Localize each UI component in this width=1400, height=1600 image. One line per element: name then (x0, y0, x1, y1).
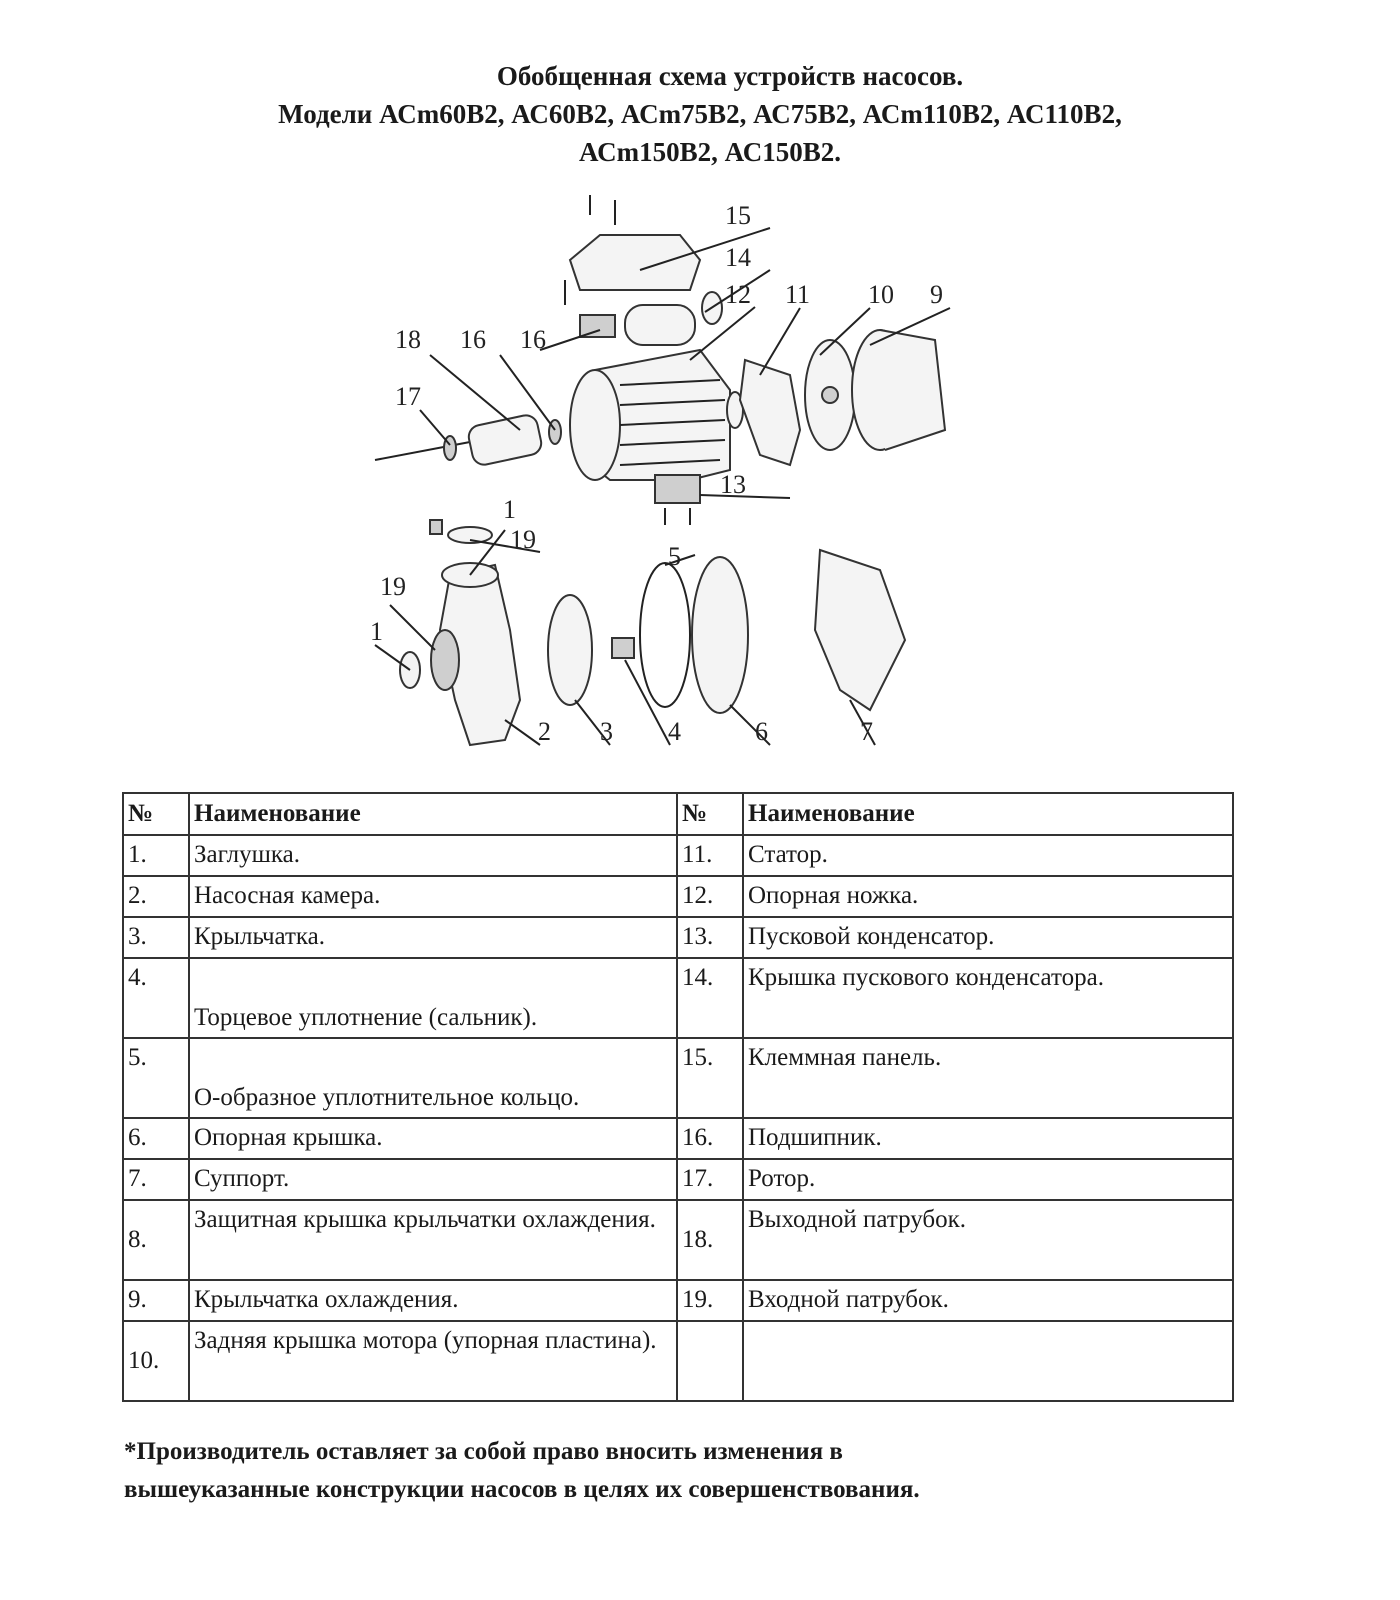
cooling-fan-part (805, 340, 855, 450)
row-name: Защитная крышка крыльчатки охлаждения. (189, 1200, 677, 1280)
row-num: 18. (677, 1200, 743, 1280)
row-num: 4. (123, 958, 189, 1038)
callout-14: 15 (725, 201, 751, 230)
callout-9: 10 (868, 280, 894, 309)
callout-15: 16 (520, 325, 546, 354)
title-line-3: АСm150B2, АС150B2. (578, 137, 842, 167)
callout-2: 2 (538, 717, 551, 746)
callout-1: 1 (370, 617, 383, 646)
row-name: Суппорт. (189, 1159, 677, 1200)
table-row (123, 1038, 1233, 1118)
row-name: О-образное уплотнительное кольцо. (189, 1038, 677, 1118)
row-name (743, 1321, 1233, 1401)
row-num: 5. (123, 1038, 189, 1118)
table-row (123, 958, 1233, 1038)
manufacturer-note (124, 1433, 1274, 1509)
title-line-1: Обобщенная схема устройств насосов. (496, 61, 964, 91)
exploded-pump-diagram (0, 180, 1400, 780)
row-num: 17. (677, 1159, 743, 1200)
table-row (123, 1118, 1233, 1159)
table-header-row (123, 793, 1233, 835)
row-num: 2. (123, 876, 189, 917)
callout-3: 3 (600, 717, 613, 746)
callout-16-top: 16 (460, 325, 486, 354)
row-name: Насосная камера. (189, 876, 677, 917)
note-line-1: *Производитель оставляет за собой право вносить изменения в (124, 1438, 843, 1465)
row-num: 15. (677, 1038, 743, 1118)
capacitor-part (625, 292, 722, 345)
o-ring-part (640, 563, 690, 707)
support-cover-part (692, 557, 748, 713)
header-name-2: Наименование (743, 793, 1233, 835)
row-name: Входной патрубок. (743, 1280, 1233, 1321)
capacitor-cover-part (570, 195, 700, 290)
row-num: 10. (123, 1321, 189, 1401)
row-num: 12. (677, 876, 743, 917)
callout-11: 12 (725, 280, 751, 309)
rotor-shaft-part (375, 413, 561, 467)
callout-13: 14 (725, 243, 751, 272)
stator-housing-part (570, 350, 743, 480)
title-line-2: Модели АСm60B2, АС60B2, АСm75B2, АС75B2, АСm110B2, АС110B2, (278, 99, 1122, 129)
row-name: Клеммная панель. (743, 1038, 1233, 1118)
table-row (123, 1280, 1233, 1321)
note-line-2: вышеуказанные конструкции насосов в целях их совершенствования. (124, 1476, 920, 1503)
header-name-1: Наименование (189, 793, 677, 835)
row-num: 9. (123, 1280, 189, 1321)
rear-motor-cover-part (740, 360, 800, 465)
row-num: 7. (123, 1159, 189, 1200)
callout-5: 5 (668, 542, 681, 571)
row-name: Ротор. (743, 1159, 1233, 1200)
callout-4: 4 (668, 717, 681, 746)
callout-1-top: 1 (503, 495, 516, 524)
callout-19: 19 (380, 572, 406, 601)
callout-17: 18 (395, 325, 421, 354)
row-name: Заглушка. (189, 835, 677, 876)
row-name: Подшипник. (743, 1118, 1233, 1159)
row-name: Крыльчатка. (189, 917, 677, 958)
header-num-2: № (677, 793, 743, 835)
callout-12: 13 (720, 470, 746, 499)
row-name: Задняя крышка мотора (упорная пластина). (189, 1321, 677, 1401)
row-name: Статор. (743, 835, 1233, 876)
callout-8: 9 (930, 280, 943, 309)
callout-16: 17 (395, 382, 421, 411)
row-num: 16. (677, 1118, 743, 1159)
support-leg-part (655, 475, 700, 503)
row-name: Крышка пускового конденсатора. (743, 958, 1233, 1038)
mechanical-seal-part (612, 638, 634, 658)
row-num: 8. (123, 1200, 189, 1280)
row-name: Крыльчатка охлаждения. (189, 1280, 677, 1321)
row-num: 13. (677, 917, 743, 958)
table-row (123, 835, 1233, 876)
bracket-part (815, 550, 905, 710)
table-row (123, 1200, 1233, 1280)
callout-6: 6 (755, 717, 768, 746)
row-name: Опорная ножка. (743, 876, 1233, 917)
table-row (123, 1159, 1233, 1200)
table-row (123, 917, 1233, 958)
row-num: 14. (677, 958, 743, 1038)
row-num: 19. (677, 1280, 743, 1321)
callout-10: 11 (785, 280, 811, 309)
row-num: 11. (677, 835, 743, 876)
row-num: 3. (123, 917, 189, 958)
row-name: Опорная крышка. (189, 1118, 677, 1159)
callout-7: 7 (860, 717, 873, 746)
row-name: Торцевое уплотнение (сальник). (189, 958, 677, 1038)
row-num (677, 1321, 743, 1401)
parts-table (122, 792, 1234, 1402)
callout-18: 19 (510, 525, 536, 554)
table-row (123, 876, 1233, 917)
row-num: 1. (123, 835, 189, 876)
fan-cover-part (852, 330, 945, 450)
row-name: Выходной патрубок. (743, 1200, 1233, 1280)
impeller-part (548, 595, 592, 705)
header-num-1: № (123, 793, 189, 835)
row-num: 6. (123, 1118, 189, 1159)
row-name: Пусковой конденсатор. (743, 917, 1233, 958)
table-row (123, 1321, 1233, 1401)
